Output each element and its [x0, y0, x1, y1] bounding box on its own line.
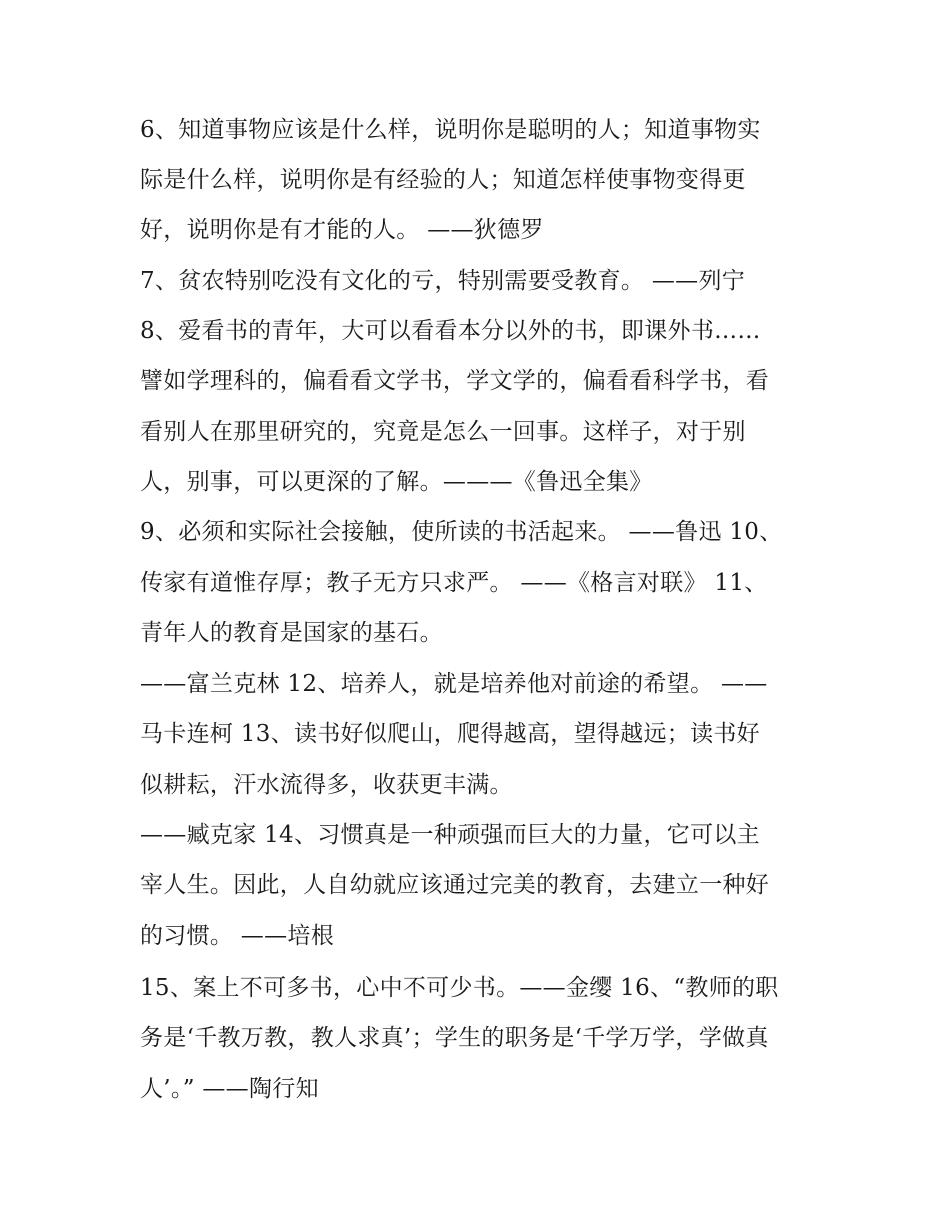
text-line: 传家有道惟存厚；教子无方只求严。 ——《格言对联》 11、 — [140, 570, 768, 596]
text-line: 人’。” ——陶行知 — [140, 1076, 319, 1102]
text-line: 好，说明你是有才能的人。 ——狄德罗 — [140, 217, 544, 243]
text-line: 9、必须和实际社会接触，使所读的书活起来。 ——鲁迅 10、 — [140, 519, 783, 545]
text-line: 务是‘千教万教，教人求真’；学生的职务是‘千学万学，学做真 — [140, 1025, 769, 1051]
text-line: 7、贫农特别吃没有文化的亏，特别需要受教育。 ——列宁 — [140, 268, 746, 294]
text-line: 8、爱看书的青年，大可以看看本分以外的书，即课外书…… — [140, 318, 761, 344]
text-line: 似耕耘，汗水流得多，收获更丰满。 — [140, 772, 513, 798]
text-line: 15、案上不可多书，心中不可少书。——金缨 16、“教师的职 — [140, 975, 779, 1001]
text-line: 马卡连柯 13、读书好似爬山，爬得越高，望得越远；读书好 — [140, 721, 760, 747]
text-line: ——臧克家 14、习惯真是一种顽强而巨大的力量，它可以主 — [140, 822, 760, 848]
text-line: 青年人的教育是国家的基石。 — [140, 620, 443, 646]
text-line: 宰人生。因此，人自幼就应该通过完美的教育，去建立一种好 — [140, 872, 770, 898]
text-line: 际是什么样，说明你是有经验的人；知道怎样使事物变得更 — [140, 167, 746, 193]
text-line: 的习惯。 ——培根 — [140, 923, 335, 949]
text-line: 看别人在那里研究的，究竟是怎么一回事。这样子，对于别 — [140, 419, 746, 445]
text-line: 人，别事，可以更深的了解。———《鲁迅全集》 — [140, 469, 653, 495]
text-line: ——富兰克林 12、培养人，就是培养他对前途的希望。 —— — [140, 671, 768, 697]
text-line: 譬如学理科的，偏看看文学书，学文学的，偏看看科学书，看 — [140, 368, 770, 394]
text-line: 6、知道事物应该是什么样，说明你是聪明的人；知道事物实 — [140, 117, 761, 143]
